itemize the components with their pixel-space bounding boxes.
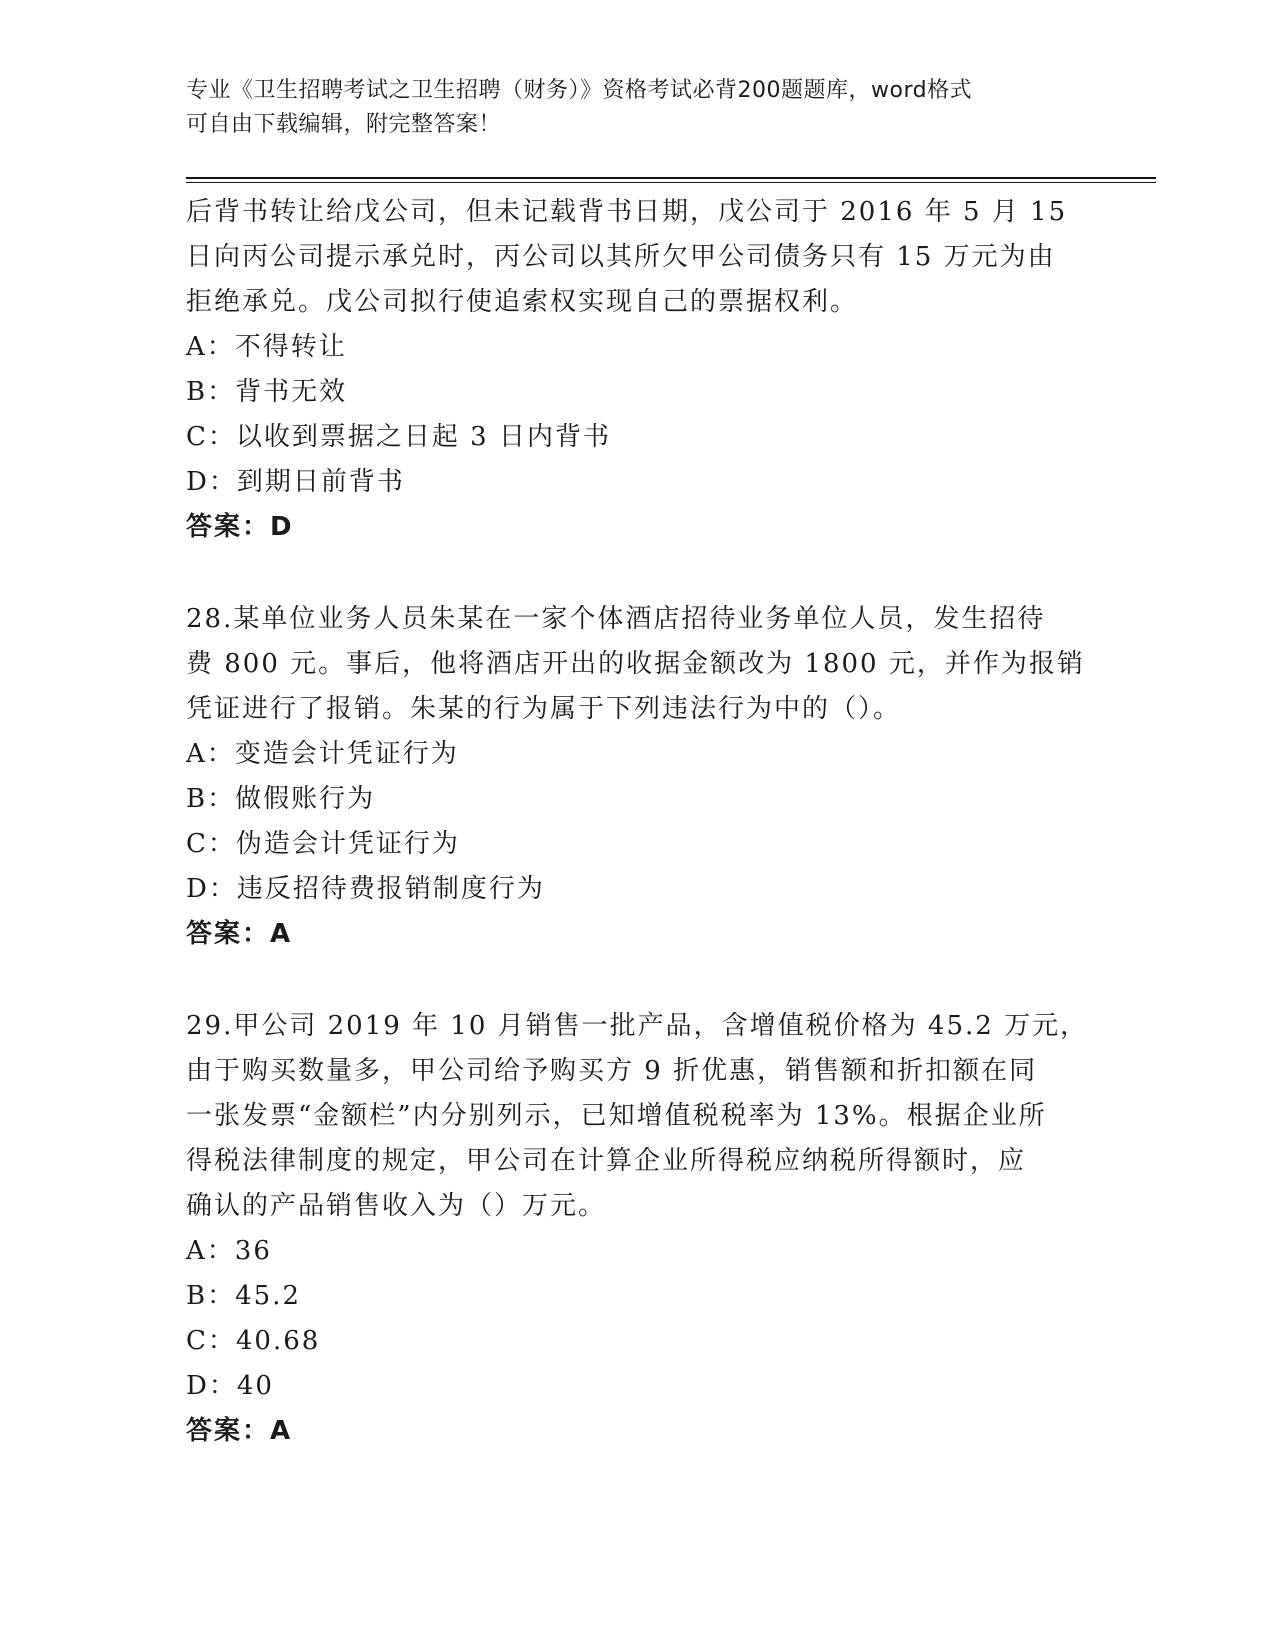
spacer (186, 957, 1086, 1004)
question-text-line: 28.某单位业务人员朱某在一家个体酒店招待业务单位人员，发生招待 (186, 604, 1046, 634)
question-text-line: 得税法律制度的规定，甲公司在计算企业所得税应纳税所得额时，应 (186, 1146, 1027, 1176)
question-text-line: 日向丙公司提示承兑时，丙公司以其所欠甲公司债务只有 15 万元为由 (186, 242, 1056, 272)
answer: 答案：A (186, 919, 293, 949)
option-c: C：40.68 (186, 1326, 321, 1356)
option-b: B：45.2 (186, 1281, 301, 1311)
question-28 (186, 597, 1086, 957)
header-divider-thick (186, 177, 1156, 179)
question-text-line: 由于购买数量多，甲公司给予购买方 9 折优惠，销售额和折扣额在同 (186, 1056, 1038, 1086)
spacer (186, 550, 1086, 597)
answer: 答案：D (186, 512, 294, 542)
question-text-line: 后背书转让给戊公司，但未记载背书日期，戊公司于 2016 年 5 月 15 (186, 197, 1068, 227)
question-text-line: 凭证进行了报销。朱某的行为属于下列违法行为中的（）。 (186, 694, 902, 724)
option-c: C：以收到票据之日起 3 日内背书 (186, 422, 611, 452)
option-b: B：背书无效 (186, 377, 348, 407)
question-29 (186, 1004, 1089, 1454)
question-text-line: 费 800 元。事后，他将酒店开出的收据金额改为 1800 元，并作为报销 (186, 649, 1085, 679)
header-line-1: 专业《卫生招聘考试之卫生招聘（财务）》资格考试必背200题题库，word格式 (186, 78, 973, 103)
option-a: A：不得转让 (186, 332, 347, 362)
question-list (186, 190, 1089, 1454)
option-c: C：伪造会计凭证行为 (186, 829, 460, 859)
document-header (186, 74, 1086, 142)
option-a: A：变造会计凭证行为 (186, 739, 459, 769)
option-b: B：做假账行为 (186, 784, 376, 814)
option-d: D：40 (186, 1371, 274, 1401)
header-line-2: 可自由下载编辑，附完整答案！ (186, 112, 502, 137)
question-text-line: 29.甲公司 2019 年 10 月销售一批产品，含增值税价格为 45.2 万元， (186, 1011, 1089, 1041)
header-divider-thin (186, 182, 1156, 183)
question-text-line: 拒绝承兑。戊公司拟行使追索权实现自己的票据权利。 (186, 287, 859, 317)
option-d: D：到期日前背书 (186, 467, 405, 497)
question-text-line: 确认的产品销售收入为（）万元。 (186, 1191, 607, 1221)
option-a: A：36 (186, 1236, 272, 1266)
option-d: D：违反招待费报销制度行为 (186, 874, 545, 904)
question-27 (186, 190, 1086, 550)
answer: 答案：A (186, 1416, 293, 1446)
question-text-line: 一张发票“金额栏”内分别列示，已知增值税税率为 13%。根据企业所 (186, 1101, 1047, 1131)
